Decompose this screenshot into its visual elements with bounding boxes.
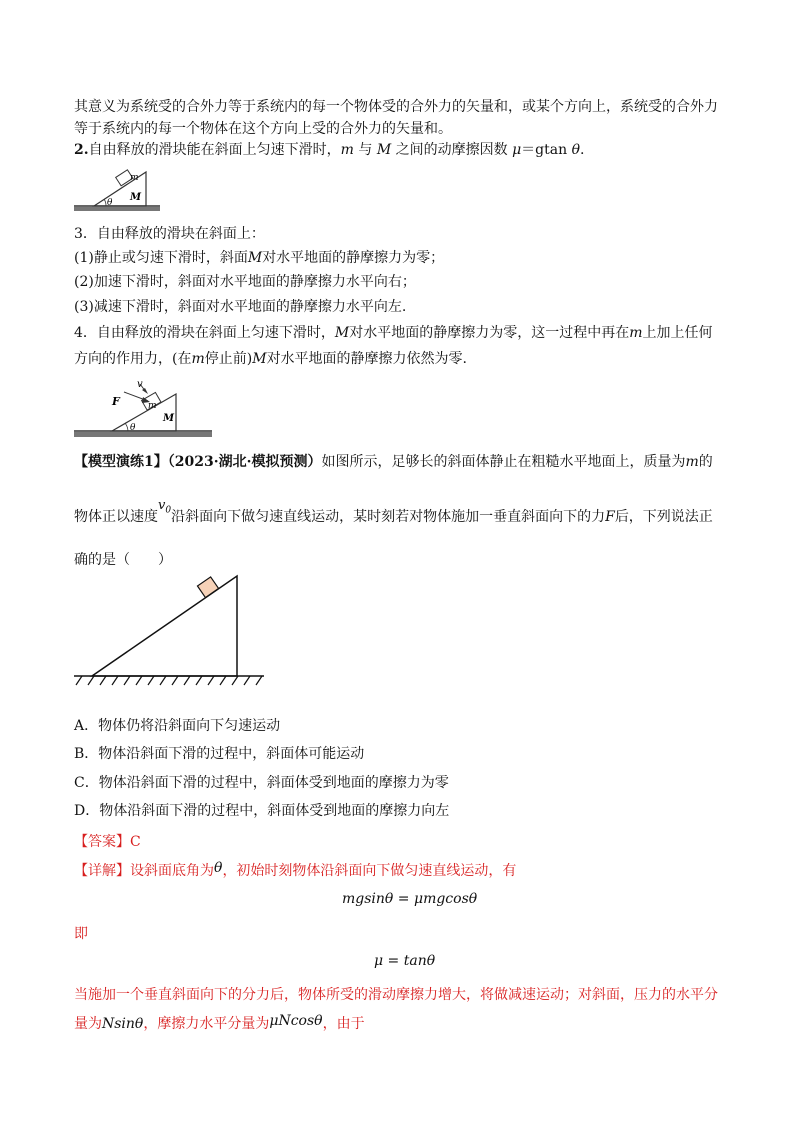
detail-para-1: 当施加一个垂直斜面向下的分力后，物体所受的滑动摩擦力增大，将做减速运动；对斜面，压力的水平分 xyxy=(74,987,718,1003)
equation-1: mgsinθ = μmgcosθ xyxy=(342,891,478,907)
option-a: A．物体仍将沿斜面向下匀速运动 xyxy=(74,718,281,734)
intro-line-2: 等于系统内的每一个物体在这个方向上受的合外力的矢量和。 xyxy=(74,121,452,137)
exercise-l2b: 沿斜面向下做匀速直线运动，某时刻若对物体施加一垂直斜面向下的力 xyxy=(171,509,606,525)
option-c: C．物体沿斜面下滑的过程中，斜面体受到地面的摩擦力为零 xyxy=(74,775,449,791)
detail-ji: 即 xyxy=(74,926,88,942)
detail-p2b: ，摩擦力水平分量为 xyxy=(143,1016,270,1032)
detail-b: ，初始时刻物体沿斜面向下做匀速直线运动，有 xyxy=(222,863,517,879)
item2-part-b: 与 xyxy=(353,142,377,158)
fig2-theta-label: θ xyxy=(130,423,136,433)
detail-a: 设斜面底角为 xyxy=(130,863,214,879)
intro-line-1: 其意义为系统受的合外力等于系统内的每一个物体受的合外力的矢量和，或某个方向上，系统受的合外力 xyxy=(74,99,718,115)
detail-para-2 xyxy=(74,1014,365,1034)
item4-dm: m xyxy=(191,351,205,367)
fig1-M-label: M xyxy=(130,192,142,203)
item4-aM: M xyxy=(334,325,350,341)
item3-s1b: 对水平地面的静摩擦力为零； xyxy=(262,250,445,266)
detail-p2-f: μNcosθ xyxy=(269,1013,323,1029)
exercise-F: F xyxy=(605,509,615,525)
item4-line-1 xyxy=(74,323,713,343)
answer-line xyxy=(74,832,141,852)
detail-p2-N: Nsinθ xyxy=(102,1016,144,1032)
exercise-tag: 【模型演练1】（2023·湖北·模拟预测） xyxy=(74,454,322,470)
exercise-line-3: 确的是（ ） xyxy=(74,552,172,568)
item4-eM: M xyxy=(252,351,267,367)
item4-d: 方向的作用力，(在 xyxy=(74,351,192,367)
v0-v: v xyxy=(158,498,166,513)
item4-bm: m xyxy=(629,325,643,341)
equation-2: μ = tanθ xyxy=(374,953,436,969)
detail-theta: θ xyxy=(214,860,223,876)
fig2-v-label: v xyxy=(137,379,143,390)
incline-figure-1 xyxy=(72,162,162,214)
item2-part-e: . xyxy=(580,142,585,158)
option-b: B．物体沿斜面下滑的过程中，斜面体可能运动 xyxy=(74,746,365,762)
item4-line-2 xyxy=(74,349,467,369)
fig1-m-label: m xyxy=(130,173,139,183)
detail-line-1 xyxy=(74,861,516,881)
item4-b: 对水平地面的静摩擦力为零，这一过程中再在 xyxy=(349,325,630,341)
incline-figure-2 xyxy=(72,378,214,440)
item3-title: 3．自由释放的滑块在斜面上： xyxy=(74,226,265,242)
item3-sub-1 xyxy=(74,248,444,268)
item3-s1-M: M xyxy=(247,250,263,266)
item2-part-d: ＝gtan xyxy=(521,142,572,158)
item3-sub-2: (2)加速下滑时，斜面对水平地面的静摩擦力水平向右； xyxy=(74,274,416,290)
item2-text xyxy=(74,140,584,160)
item4-f: 对水平地面的静摩擦力依然为零. xyxy=(266,351,468,367)
item2-m: m xyxy=(340,142,354,158)
item2-mu: μ xyxy=(512,142,522,158)
item4-e: 停止前) xyxy=(204,351,253,367)
v0-sub: 0 xyxy=(165,505,172,516)
fig2-M-label: M xyxy=(163,413,175,424)
item2-part-c: 之间的动摩擦因数 xyxy=(391,142,513,158)
exercise-l1-end: 的 xyxy=(698,454,713,470)
answer-label: 【答案】 xyxy=(74,834,130,850)
fig1-theta-label: θ xyxy=(107,198,113,208)
item2-M: M xyxy=(376,142,392,158)
item2-number: 2. xyxy=(74,142,89,158)
item2-theta: θ xyxy=(571,142,581,158)
fig2-m-label: m xyxy=(148,401,157,411)
exercise-l2c: 后，下列说法正 xyxy=(614,509,713,525)
exercise-line-1 xyxy=(74,452,713,472)
exercise-l2a: 物体正以速度 xyxy=(74,509,158,525)
item3-sub-3: (3)减速下滑时，斜面对水平地面的静摩擦力水平向左. xyxy=(74,299,407,315)
item4-a: 4．自由释放的滑块在斜面上匀速下滑时， xyxy=(74,325,335,341)
item4-c: 上加上任何 xyxy=(642,325,713,341)
item2-part-a: 自由释放的滑块能在斜面上匀速下滑时， xyxy=(88,142,341,158)
answer-value: C xyxy=(130,834,141,850)
fig2-F-label: F xyxy=(112,395,120,408)
exercise-line-2 xyxy=(74,498,713,533)
option-d: D．物体沿斜面下滑的过程中，斜面体受到地面的摩擦力向左 xyxy=(74,803,450,819)
detail-label: 【详解】 xyxy=(74,863,130,879)
detail-p2a: 量为 xyxy=(74,1016,102,1032)
v0-symbol xyxy=(158,498,172,516)
detail-p2c: ，由于 xyxy=(322,1016,365,1032)
exercise-l1: 如图所示，足够长的斜面体静止在粗糙水平地面上，质量为 xyxy=(321,454,686,470)
item3-s1a: (1)静止或匀速下滑时，斜面 xyxy=(74,250,248,266)
incline-figure-3 xyxy=(72,570,267,690)
exercise-l1-m: m xyxy=(685,454,699,470)
